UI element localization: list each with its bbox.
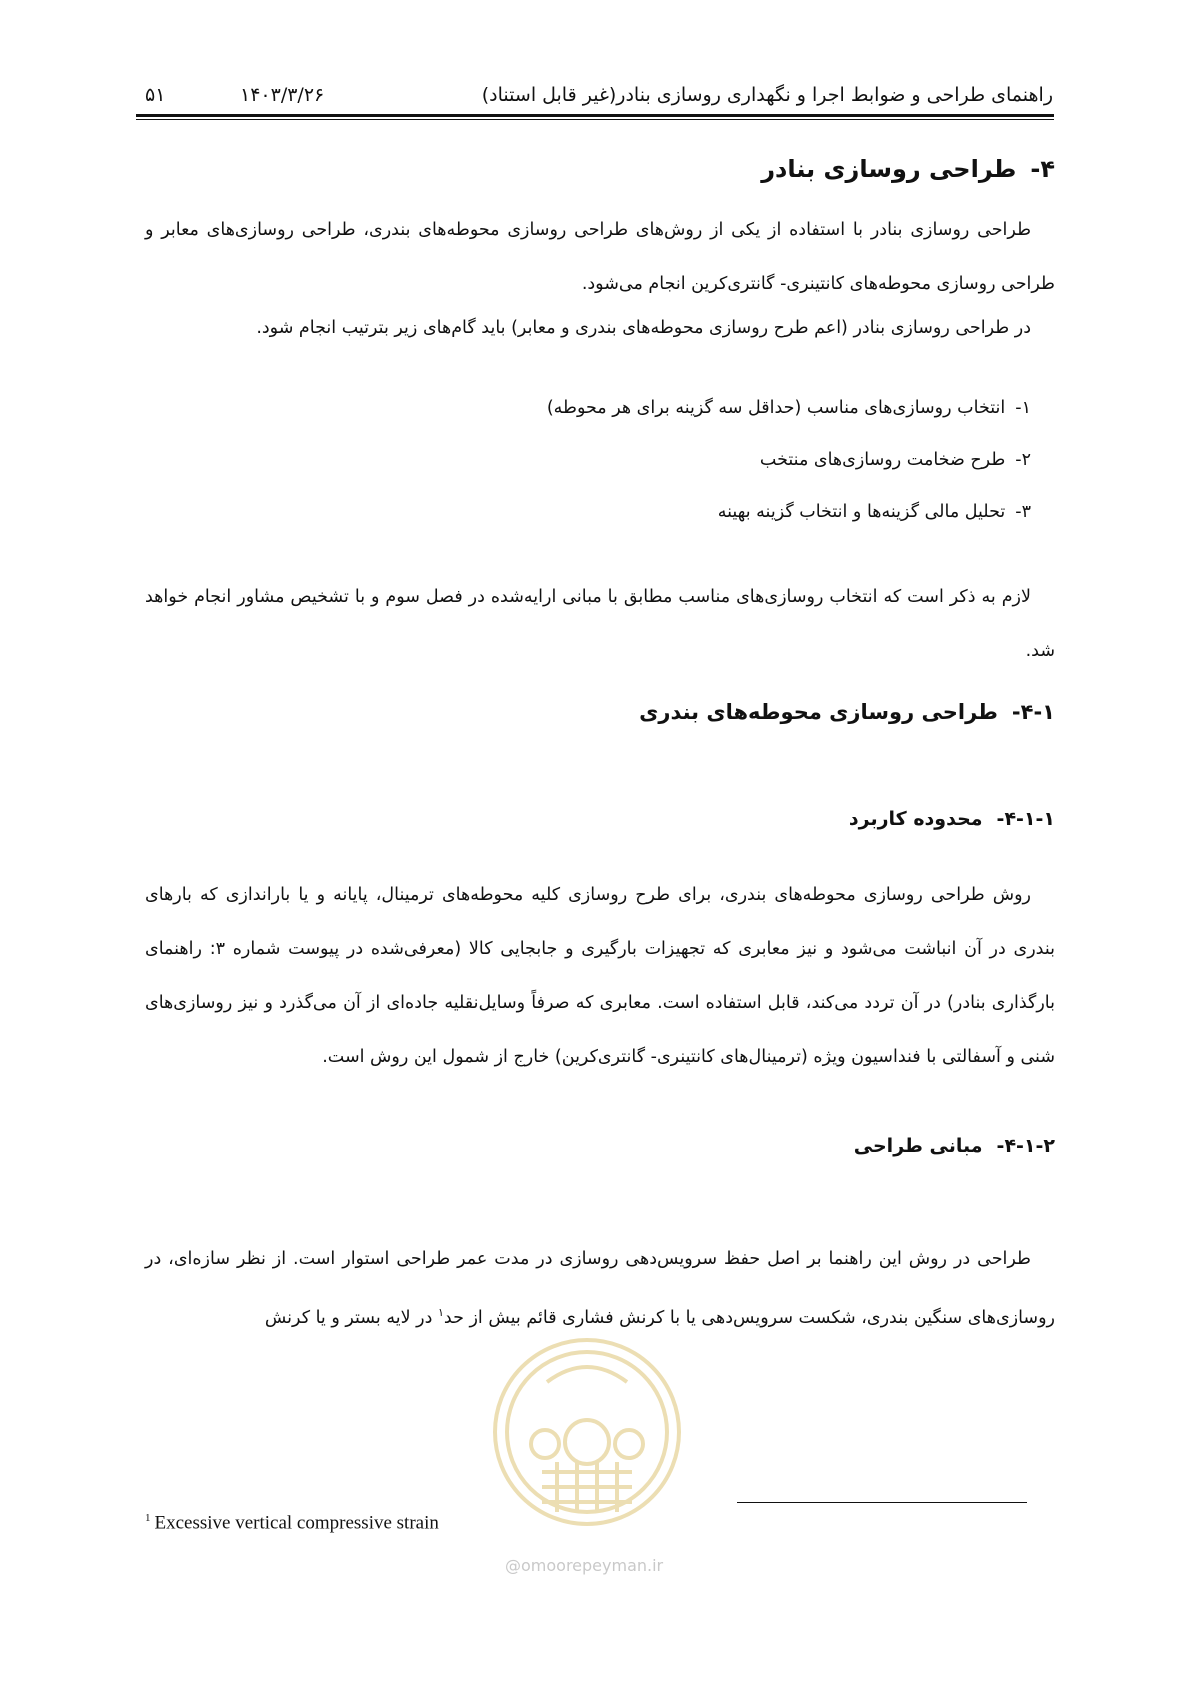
footnote — [145, 1512, 439, 1534]
step-item-2 — [760, 450, 1031, 470]
section-4-note: لازم به ذکر است که انتخاب روسازی‌های مناسب مطابق با مبانی ارایه‌شده در فصل سوم و با تشخیص مشاور انجام خواهد شد. — [145, 587, 1055, 661]
section-4-heading — [761, 155, 1055, 183]
page-number: ۵۱ — [145, 84, 166, 106]
section-4-1-1-number: ۴-۱-۱- — [996, 808, 1055, 830]
watermark-text: @omoorepeyman.ir — [505, 1556, 664, 1575]
footnote-separator — [737, 1502, 1027, 1503]
step-text-1: انتخاب روسازی‌های مناسب (حداقل سه گزینه برای هر محوطه) — [546, 398, 1006, 418]
section-4-1-title: طراحی روسازی محوطه‌های بندری — [639, 700, 998, 724]
section-4-1-2-number: ۴-۱-۲- — [996, 1135, 1055, 1157]
step-item-1 — [547, 398, 1031, 418]
footnote-reference[interactable]: ۱ — [437, 1306, 444, 1319]
section-4-intro-1: طراحی روسازی بنادر با استفاده از یکی از روش‌های طراحی روسازی محوطه‌های بندری، طراحی روسازی‌های معابر و طراحی روسازی محوطه‌های کانتینری- گانتری‌کرین انجام می‌شود. — [145, 220, 1055, 294]
header-title: راهنمای طراحی و ضوابط اجرا و نگهداری روسازی بنادر(غیر قابل استناد) — [481, 84, 1053, 106]
section-4-1-number: ۴-۱- — [1011, 700, 1055, 724]
step-text-2: طرح ضخامت روسازی‌های منتخب — [759, 450, 1006, 470]
section-4-1-heading — [639, 700, 1055, 724]
seal-watermark-icon — [487, 1332, 687, 1532]
step-item-3 — [718, 502, 1031, 522]
section-4-1-2-title: مبانی طراحی — [853, 1135, 983, 1157]
section-4-1-1-title: محدوده کاربرد — [848, 808, 983, 830]
section-4-title: طراحی روسازی بنادر — [761, 155, 1017, 183]
header-rule-thin — [136, 119, 1054, 120]
section-4-1-2-body — [145, 1232, 1055, 1345]
header-rule-thick — [136, 114, 1054, 117]
footnote-text: Excessive vertical compressive strain — [154, 1512, 439, 1534]
footnote-mark: 1 — [145, 1512, 151, 1524]
step-number-2: ۲- — [1015, 450, 1031, 470]
step-text-3: تحلیل مالی گزینه‌ها و انتخاب گزینه بهینه — [717, 502, 1006, 522]
section-4-1-1-body: روش طراحی روسازی محوطه‌های بندری، برای طرح روسازی کلیه محوطه‌های ترمینال، پایانه و یا باراندازی که بارهای بندری در آن انباشت می‌شود و نیز معابری که تجهیزات بارگیری و جابجایی کالا (معرفی‌شده در پیوست شماره ۳: راهنمای بارگذاری بنادر) در آن تردد می‌کند، قابل استفاده است. معابری که صرفاً وسایل‌نقلیه جاده‌ای از آن می‌گذرد و نیز روسازی‌های شنی و آسفالتی با فنداسیون ویژه (ترمینال‌های کانتینری- گانتری‌کرین) خارج از شمول این روش است. — [145, 885, 1055, 1067]
step-number-1: ۱- — [1015, 398, 1031, 418]
section-4-1-1-heading — [849, 808, 1055, 830]
header-date: ۱۴۰۳/۳/۲۶ — [240, 84, 325, 106]
step-number-3: ۳- — [1015, 502, 1031, 522]
section-4-intro-2: در طراحی روسازی بنادر (اعم طرح روسازی محوطه‌های بندری و معابر) باید گام‌های زیر بترتیب انجام شود. — [256, 318, 1031, 338]
section-4-number: ۴- — [1030, 155, 1055, 183]
section-4-1-2-body-a: طراحی در روش این راهنما بر اصل حفظ سرویس‌دهی روسازی در مدت عمر طراحی استوار است. از نظر سازه‌ای، در روسازی‌های سنگین بندری، شکست سرویس‌دهی یا با کرنش فشاری قائم بیش از حد — [145, 1249, 1055, 1328]
section-4-1-2-body-b: در لایه بستر و یا کرنش — [264, 1307, 438, 1328]
section-4-1-2-heading — [854, 1135, 1055, 1157]
